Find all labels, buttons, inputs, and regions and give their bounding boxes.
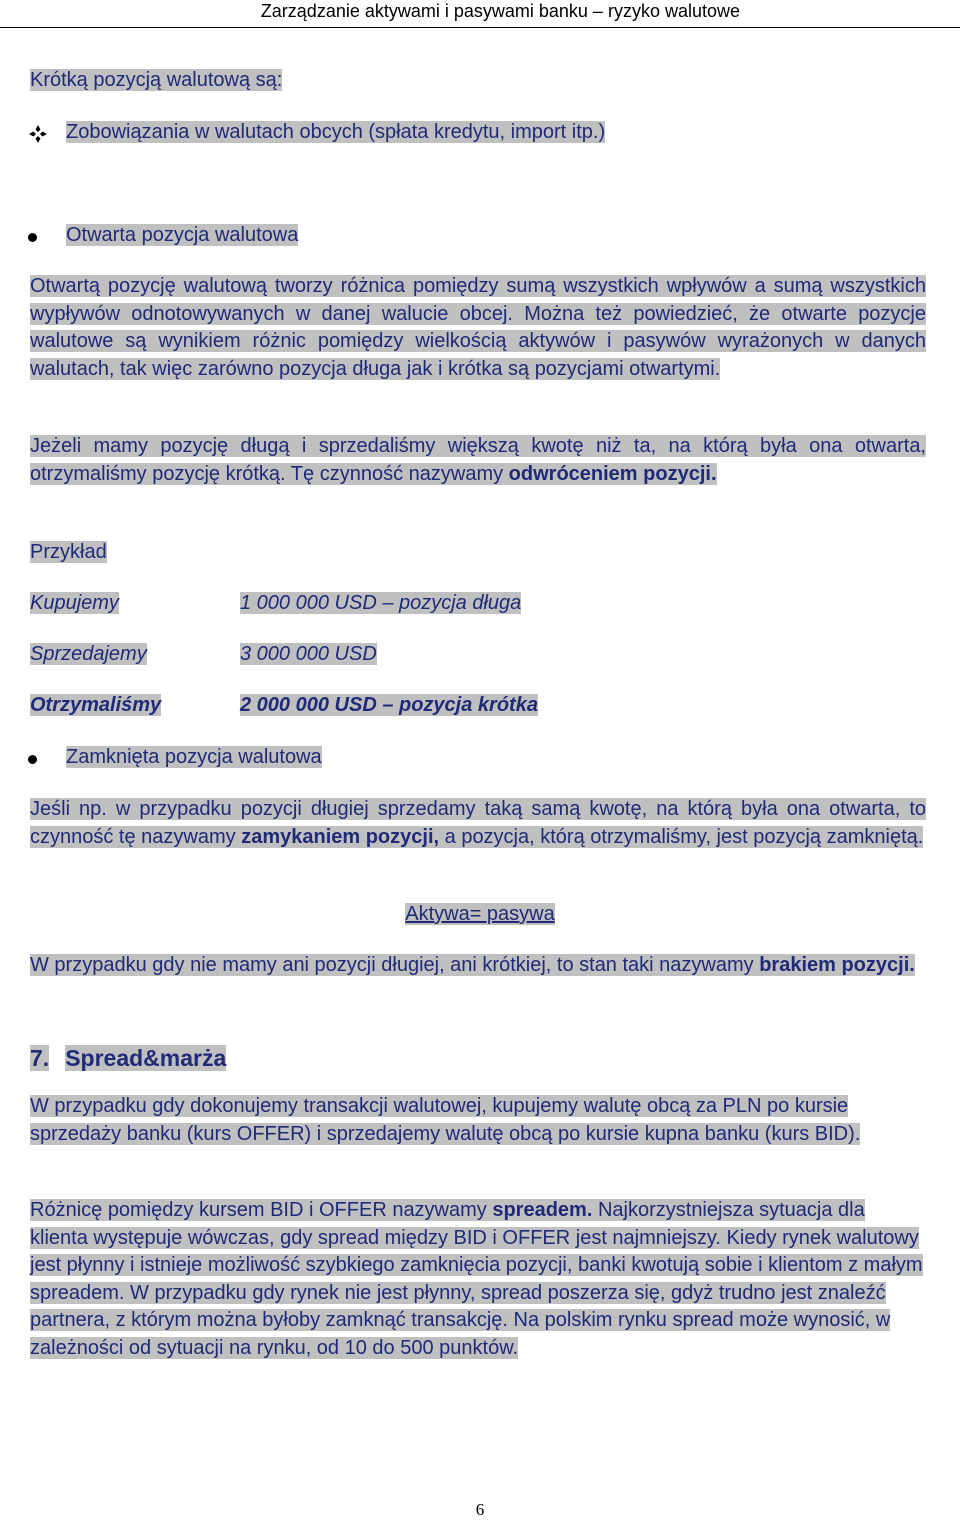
reversal-paragraph: Jeżeli mamy pozycję długą i sprzedaliśmy większą kwotę niż ta, na którą była ona otwarta, otrzymaliśmy pozycję krótką. Tę czynność nazywamy odwróceniem pozycji. bbox=[30, 435, 926, 485]
short-position-heading: Krótką pozycją walutową są: bbox=[30, 69, 283, 91]
running-header bbox=[0, 0, 960, 28]
spread-paragraph-2: Różnicę pomiędzy kursem BID i OFFER nazywamy spreadem. Najkorzystniejsza sytuacja dla klienta występuje wówczas, gdy spread między BID i OFFER jest najmniejszy. Kiedy rynek walutowy jest płynny i istnieje możliwość szybkiego zamknięcia pozycji, banki kwotują sobie i klientom z małym spreadem. W przypadku gdy rynek nie jest płynny, spread poszerza się, gdyż trudno jest znaleźć partnera, z którym można byłoby zamknąć transakcję. Na polskim rynku spread może wynosić, w zależności od sytuacji na rynku, od 10 do 500 punktów. bbox=[30, 1199, 923, 1359]
header-title: Zarządzanie aktywami i pasywami banku – ryzyko walutowe bbox=[260, 1, 740, 21]
diamond-bullet-icon bbox=[28, 124, 48, 144]
page-number: 6 bbox=[475, 1500, 485, 1519]
equation-line: Aktywa= pasywa bbox=[405, 903, 555, 925]
bullet-dot-icon bbox=[28, 233, 37, 242]
spread-paragraph-1: W przypadku gdy dokonujemy transakcji walutowej, kupujemy walutę obcą za PLN po kursie sprzedaży banku (kurs OFFER) i sprzedajemy walutę obcą po kursie kupna banku (kurs BID). bbox=[30, 1095, 861, 1145]
open-position-paragraph: Otwartą pozycję walutową tworzy różnica pomiędzy sumą wszystkich wpływów a sumą wszystkich wypływów odnotowywanych w danej walucie obcej. Można też powiedzieć, że otwarte pozycje walutowe są wynikiem różnic pomiędzy wielkością aktywów i pasywów wyrażonych w danych walutach, tak więc zarówno pozycja długa jak i krótka są pozycjami otwartymi. bbox=[30, 275, 926, 380]
example-row-1-left: Kupujemy bbox=[30, 592, 119, 614]
bullet-dot-icon bbox=[28, 755, 37, 764]
example-row-2-left: Sprzedajemy bbox=[30, 643, 147, 665]
open-position-heading: Otwarta pozycja walutowa bbox=[66, 224, 299, 246]
no-position-paragraph: W przypadku gdy nie mamy ani pozycji długiej, ani krótkiej, to stan taki nazywamy brakiem pozycji. bbox=[30, 954, 915, 976]
section-7-heading: 7. Spread&marża bbox=[30, 1045, 227, 1071]
example-label: Przykład bbox=[30, 541, 107, 563]
example-row-2-right: 3 000 000 USD bbox=[240, 643, 377, 665]
example-row-3-right: 2 000 000 USD – pozycja krótka bbox=[240, 694, 538, 716]
closed-position-paragraph: Jeśli np. w przypadku pozycji długiej sprzedamy taką samą kwotę, na którą była ona otwarta, to czynność tę nazywamy zamykaniem pozycji, a pozycja, którą otrzymaliśmy, jest pozycją zamkniętą. bbox=[30, 798, 926, 848]
example-row-1-right: 1 000 000 USD – pozycja długa bbox=[240, 592, 522, 614]
closed-position-heading: Zamknięta pozycja walutowa bbox=[66, 746, 322, 768]
short-position-item: Zobowiązania w walutach obcych (spłata kredytu, import itp.) bbox=[66, 121, 606, 143]
example-row-3-left: Otrzymaliśmy bbox=[30, 694, 162, 716]
